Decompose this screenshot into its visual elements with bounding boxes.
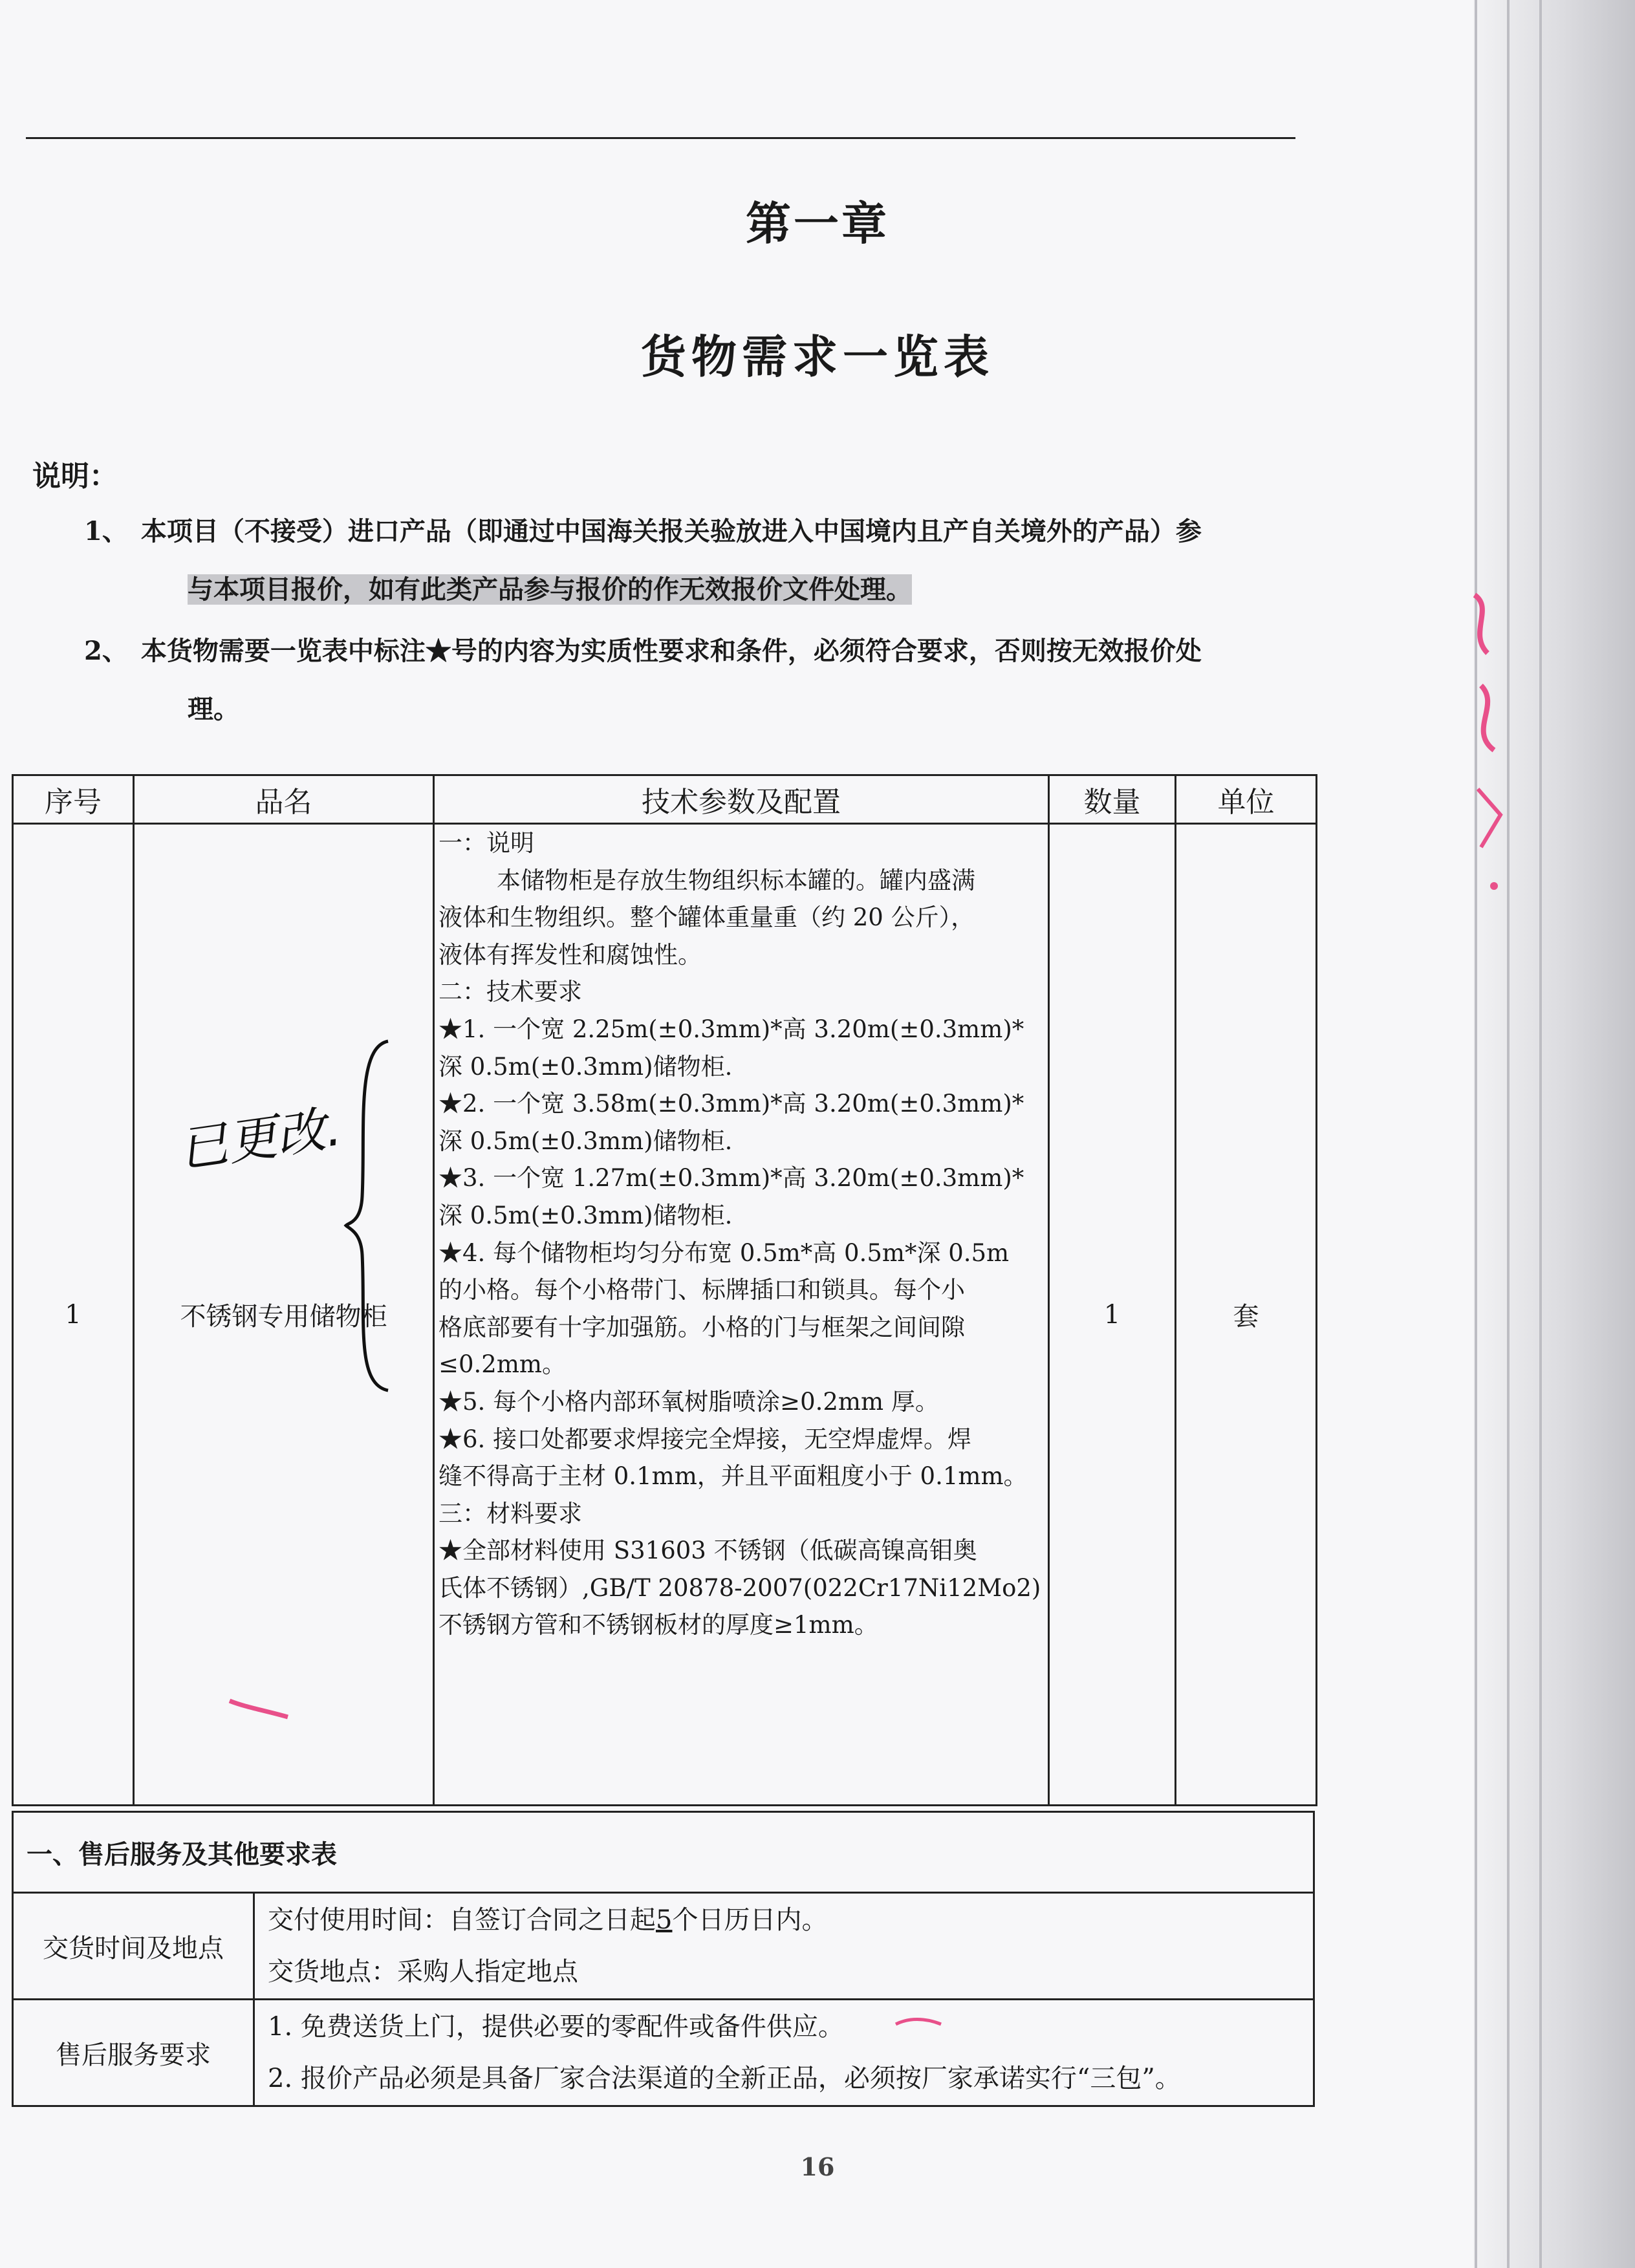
spec-line: 三：材料要求	[439, 1499, 582, 1528]
spec-line: 缝不得高于主材 0.1mm，并且平面粗度小于 0.1mm。	[439, 1462, 1028, 1491]
chapter-heading: 第一章	[746, 197, 889, 250]
row-spec	[434, 824, 1049, 1806]
spec-line: 液体有挥发性和腐蚀性。	[439, 940, 702, 969]
spec-line: ★3. 一个宽 1.27m(±0.3mm)*高 3.20m(±0.3mm)*	[439, 1164, 1024, 1193]
spec-line: 的小格。每个小格带门、标牌插口和锁具。每个小	[439, 1276, 965, 1304]
table-row	[13, 1893, 1314, 2000]
spec-line: ★1. 一个宽 2.25m(±0.3mm)*高 3.20m(±0.3mm)*	[439, 1015, 1024, 1043]
table-row	[13, 2000, 1314, 2106]
handwritten-brace	[343, 1035, 395, 1397]
table-row	[13, 824, 1317, 1806]
header-unit: 单位	[1176, 775, 1317, 824]
note-item-2-line-2: 理。	[188, 694, 239, 724]
row-quantity: 1	[1049, 824, 1176, 1806]
row-seq: 1	[13, 824, 134, 1806]
document-title: 货物需求一览表	[641, 330, 994, 383]
delivery-time	[268, 1894, 1312, 1946]
delivery-place: 交货地点：采购人指定地点	[268, 1957, 578, 1987]
spec-line: 格底部要有十字加强筋。小格的门与框架之间间隙	[439, 1313, 965, 1341]
goods-table	[12, 774, 1317, 1806]
spec-line: ★4. 每个储物柜均匀分布宽 0.5m*高 0.5m*深 0.5m	[439, 1238, 1010, 1267]
highlighted-text: 与本项目报价，如有此类产品参与报价的作无效报价文件处理。	[188, 574, 912, 605]
handwritten-note: 已更改.	[175, 1098, 345, 1179]
after-sales-item-2: 2. 报价产品必须是具备厂家合法渠道的全新正品，必须按厂家承诺实行“三包”。	[268, 2064, 1181, 2093]
spec-line: 二：技术要求	[439, 978, 582, 1006]
spec-line: ★2. 一个宽 3.58m(±0.3mm)*高 3.20m(±0.3mm)*	[439, 1090, 1024, 1118]
note-item-1-line-1: 1、 本项目（不接受）进口产品（即通过中国海关报关验放进入中国境内且产自关境外的产品）参	[84, 516, 1202, 546]
header-rule	[26, 137, 1295, 139]
spec-line: ★全部材料使用 S31603 不锈钢（低碳高镍高钼奥	[439, 1537, 977, 1565]
spec-line: 深 0.5m(±0.3mm)储物柜.	[439, 1052, 733, 1081]
spec-line: 深 0.5m(±0.3mm)储物柜.	[439, 1201, 733, 1229]
note-item-2-line-1: 2、 本货物需要一览表中标注★号的内容为实质性要求和条件，必须符合要求，否则按无效报价处	[84, 636, 1202, 666]
pink-smudge	[893, 2011, 944, 2031]
spec-line: ≤0.2mm。	[439, 1350, 567, 1379]
header-seq: 序号	[13, 775, 134, 824]
delivery-days: 5	[656, 1905, 673, 1935]
header-spec: 技术参数及配置	[434, 775, 1049, 824]
after-sales-item-1: 1. 免费送货上门，提供必要的零配件或备件供应。	[268, 2012, 844, 2042]
goods-table-header	[13, 775, 1317, 824]
spec-line: 本储物柜是存放生物组织标本罐的。罐内盛满	[497, 866, 975, 894]
row-product-name: 不锈钢专用储物柜	[134, 824, 434, 1806]
after-sales-label: 售后服务要求	[13, 2000, 254, 2106]
service-title-row	[13, 1812, 1314, 1893]
notes-heading: 说明：	[32, 460, 118, 493]
after-sales-details	[254, 2000, 1314, 2106]
pink-smudge	[226, 1694, 291, 1720]
spec-line: 不锈钢方管和不锈钢板材的厚度≥1mm。	[439, 1611, 878, 1639]
delivery-time-suffix: 个日历日内。	[672, 1905, 828, 1935]
service-requirements-table	[12, 1811, 1315, 2107]
spec-line: ★5. 每个小格内部环氧树脂喷涂≥0.2mm 厚。	[439, 1387, 939, 1416]
row-unit: 套	[1176, 824, 1317, 1806]
delivery-label: 交货时间及地点	[13, 1893, 254, 2000]
spec-line: ★6. 接口处都要求焊接完全焊接，无空焊虚焊。焊	[439, 1425, 972, 1453]
delivery-details	[254, 1893, 1314, 2000]
spec-line: 液体和生物组织。整个罐体重量重（约 20 公斤），	[439, 903, 975, 932]
stamp-bleed-mark	[1455, 582, 1533, 918]
header-qty: 数量	[1049, 775, 1176, 824]
note-item-1-line-2	[188, 569, 912, 606]
section-title: 一、售后服务及其他要求表	[13, 1812, 1314, 1893]
spec-line: 一：说明	[439, 829, 534, 857]
page-number: 16	[800, 2152, 835, 2181]
delivery-time-prefix: 交付使用时间：自签订合同之日起	[268, 1905, 656, 1935]
spec-line: 深 0.5m(±0.3mm)储物柜.	[439, 1127, 733, 1155]
spec-line: 氏体不锈钢）,GB/T 20878-2007(022Cr17Ni12Mo2)	[439, 1573, 1041, 1602]
header-name: 品名	[134, 775, 434, 824]
